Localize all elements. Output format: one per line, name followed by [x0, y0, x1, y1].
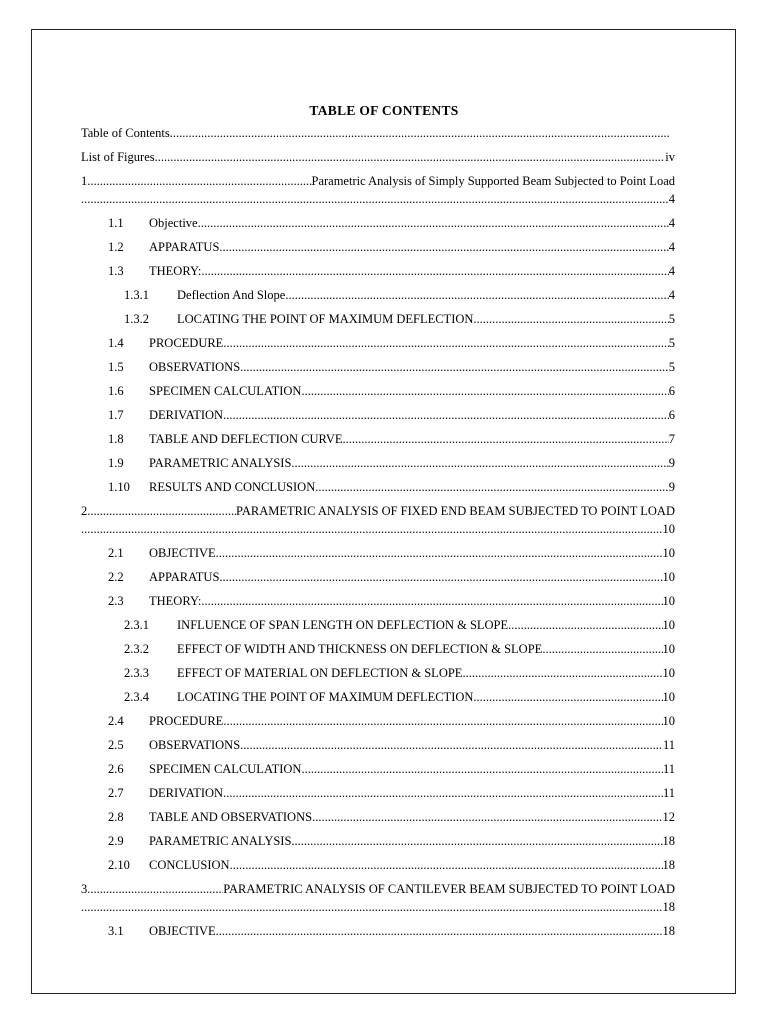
toc-chapter-heading — [81, 174, 675, 189]
toc-subsection-entry — [124, 666, 675, 681]
toc-entry-number: 1.3.1 — [124, 288, 149, 302]
leader-dots — [291, 456, 668, 471]
toc-entry-label: SPECIMEN CALCULATION — [149, 384, 302, 398]
toc-entry-number: 1.7 — [108, 408, 124, 422]
toc-entry-page: 10 — [662, 618, 675, 632]
leader-dots — [219, 570, 662, 585]
toc-entry-page: 7 — [668, 432, 675, 446]
toc-entry-label: OBSERVATIONS — [149, 738, 241, 752]
toc-entry-label: EFFECT OF WIDTH AND THICKNESS ON DEFLECTION & SLOPE — [177, 642, 543, 656]
toc-section-entry — [108, 834, 675, 849]
toc-entry-page: 9 — [668, 480, 675, 494]
toc-entry-number: 1.3 — [108, 264, 124, 278]
toc-entry-label: OBJECTIVE — [149, 924, 216, 938]
toc-section-entry — [108, 432, 675, 447]
toc-entry-page: 4 — [668, 264, 675, 278]
toc-entry-page: 5 — [668, 312, 675, 326]
toc-chapter-number: 2 — [81, 504, 88, 518]
leader-dots — [542, 642, 662, 657]
toc-entry-number: 1.9 — [108, 456, 124, 470]
toc-section-entry — [108, 786, 675, 801]
leader-dots — [473, 312, 668, 327]
toc-section-entry — [108, 858, 675, 873]
toc-entry-number: 2.3.1 — [124, 618, 149, 632]
toc-entry-label: THEORY: — [149, 264, 202, 278]
toc-subsection-entry — [124, 642, 675, 657]
toc-entry-label: TABLE AND DEFLECTION CURVE — [149, 432, 343, 446]
toc-section-entry — [108, 480, 675, 495]
toc-entry-page: 4 — [668, 288, 675, 302]
toc-section-entry — [108, 546, 675, 561]
leader-dots — [87, 174, 311, 189]
leader-dots — [223, 786, 663, 801]
leader-dots — [219, 240, 668, 255]
toc-entry-page: 5 — [668, 360, 675, 374]
toc-entry-page: 12 — [662, 810, 675, 824]
toc-entry-label: TABLE AND OBSERVATIONS — [149, 810, 313, 824]
toc-section-entry — [108, 336, 675, 351]
toc-chapter-page-line — [81, 522, 675, 537]
toc-entry-label: OBSERVATIONS — [149, 360, 241, 374]
toc-entry-label: Table of Contents — [81, 126, 170, 140]
toc-chapter-title: PARAMETRIC ANALYSIS OF FIXED END BEAM SUBJECTED TO POINT LOAD — [236, 504, 675, 518]
toc-chapter-page-line — [81, 900, 675, 915]
toc-chapter-page: 4 — [668, 192, 675, 206]
leader-dots — [315, 480, 669, 495]
toc-entry-number: 2.3.2 — [124, 642, 149, 656]
toc-entry-number: 2.10 — [108, 858, 130, 872]
leader-dots — [81, 192, 669, 207]
toc-entry-label: DERIVATION — [149, 408, 224, 422]
leader-dots — [155, 150, 666, 165]
leader-dots — [81, 900, 663, 915]
toc-chapter-number: 1 — [81, 174, 88, 188]
toc-entry-page: 10 — [662, 546, 675, 560]
leader-dots — [462, 666, 662, 681]
toc-entry-label: LOCATING THE POINT OF MAXIMUM DEFLECTION — [177, 312, 474, 326]
toc-entry-label: Objective — [149, 216, 198, 230]
toc-entry-number: 3.1 — [108, 924, 124, 938]
toc-chapter-heading — [81, 882, 675, 897]
toc-entry-number: 2.3.3 — [124, 666, 149, 680]
toc-section-entry — [108, 738, 675, 753]
toc-entry-page: 18 — [662, 924, 675, 938]
toc-front-entry — [81, 150, 675, 165]
toc-entry-page: 10 — [662, 594, 675, 608]
toc-entry-label: THEORY: — [149, 594, 202, 608]
leader-dots — [87, 882, 223, 897]
toc-section-entry — [108, 456, 675, 471]
toc-section-entry — [108, 810, 675, 825]
toc-entry-number: 2.3.4 — [124, 690, 149, 704]
toc-section-entry — [108, 264, 675, 279]
toc-entry-label: RESULTS AND CONCLUSION — [149, 480, 316, 494]
toc-entry-number: 1.1 — [108, 216, 124, 230]
toc-entry-number: 2.7 — [108, 786, 124, 800]
toc-entry-label: APPARATUS — [149, 570, 220, 584]
toc-entry-label: OBJECTIVE — [149, 546, 216, 560]
leader-dots — [87, 504, 236, 519]
toc-entry-page: 10 — [662, 570, 675, 584]
leader-dots — [301, 762, 663, 777]
toc-entry-label: DERIVATION — [149, 786, 224, 800]
toc-entry-page: 6 — [668, 408, 675, 422]
toc-entry-label: EFFECT OF MATERIAL ON DEFLECTION & SLOPE — [177, 666, 463, 680]
toc-chapter-page: 18 — [662, 900, 675, 914]
toc-section-entry — [108, 384, 675, 399]
toc-chapter-page: 10 — [662, 522, 675, 536]
toc-chapter-number: 3 — [81, 882, 88, 896]
toc-entry-label: LOCATING THE POINT OF MAXIMUM DEFLECTION — [177, 690, 474, 704]
toc-front-entry — [81, 126, 669, 141]
toc-entry-page: 4 — [668, 240, 675, 254]
toc-entry-page: 6 — [668, 384, 675, 398]
toc-entry-page: 5 — [668, 336, 675, 350]
leader-dots — [216, 546, 663, 561]
leader-dots — [342, 432, 668, 447]
toc-entry-label: PARAMETRIC ANALYSIS — [149, 834, 292, 848]
leader-dots — [240, 360, 669, 375]
leader-dots — [473, 690, 662, 705]
toc-entry-number: 1.4 — [108, 336, 124, 350]
toc-entry-page: 11 — [662, 738, 675, 752]
toc-entry-page: 10 — [662, 642, 675, 656]
toc-section-entry — [108, 762, 675, 777]
toc-entry-label: PARAMETRIC ANALYSIS — [149, 456, 292, 470]
leader-dots — [285, 288, 668, 303]
toc-entry-number: 2.3 — [108, 594, 124, 608]
toc-section-entry — [108, 924, 675, 939]
toc-entry-page: iv — [665, 150, 675, 164]
leader-dots — [508, 618, 662, 633]
toc-entry-label: CONCLUSION — [149, 858, 230, 872]
toc-section-entry — [108, 216, 675, 231]
toc-entry-number: 1.2 — [108, 240, 124, 254]
toc-entry-page: 10 — [662, 714, 675, 728]
toc-entry-number: 2.2 — [108, 570, 124, 584]
toc-entry-number: 2.6 — [108, 762, 124, 776]
toc-entry-number: 2.9 — [108, 834, 124, 848]
leader-dots — [312, 810, 662, 825]
toc-chapter-title: PARAMETRIC ANALYSIS OF CANTILEVER BEAM SUBJECTED TO POINT LOAD — [223, 882, 675, 896]
toc-entry-page: 18 — [662, 858, 675, 872]
toc-entry-page: 18 — [662, 834, 675, 848]
toc-entry-number: 2.1 — [108, 546, 124, 560]
toc-entry-label: INFLUENCE OF SPAN LENGTH ON DEFLECTION & SLOPE — [177, 618, 509, 632]
toc-entry-page: 9 — [668, 456, 675, 470]
toc-entry-page: 10 — [662, 690, 675, 704]
leader-dots — [201, 264, 668, 279]
leader-dots — [291, 834, 662, 849]
toc-section-entry — [108, 360, 675, 375]
toc-entry-number: 1.3.2 — [124, 312, 149, 326]
leader-dots — [223, 336, 668, 351]
toc-chapter-page-line — [81, 192, 675, 207]
toc-subsection-entry — [124, 618, 675, 633]
toc-entry-page: 10 — [662, 666, 675, 680]
toc-chapter-heading — [81, 504, 675, 519]
toc-chapter-title: Parametric Analysis of Simply Supported Beam Subjected to Point Load — [311, 174, 675, 188]
leader-dots — [240, 738, 663, 753]
toc-entry-number: 1.6 — [108, 384, 124, 398]
leader-dots — [223, 408, 669, 423]
toc-subsection-entry — [124, 312, 675, 327]
leader-dots — [230, 858, 663, 873]
toc-section-entry — [108, 408, 675, 423]
toc-entry-number: 2.4 — [108, 714, 124, 728]
toc-section-entry — [108, 594, 675, 609]
leader-dots — [81, 522, 663, 537]
leader-dots — [201, 594, 662, 609]
toc-section-entry — [108, 714, 675, 729]
toc-entry-label: PROCEDURE — [149, 714, 224, 728]
toc-entry-page: 4 — [668, 216, 675, 230]
leader-dots — [301, 384, 668, 399]
toc-entry-label: Deflection And Slope — [177, 288, 286, 302]
toc-entry-number: 1.5 — [108, 360, 124, 374]
leader-dots — [170, 126, 669, 141]
toc-entry-label: List of Figures — [81, 150, 155, 164]
toc-entry-number: 1.8 — [108, 432, 124, 446]
toc-section-entry — [108, 570, 675, 585]
toc-entry-number: 1.10 — [108, 480, 130, 494]
toc-entry-number: 2.8 — [108, 810, 124, 824]
leader-dots — [198, 216, 669, 231]
toc-section-entry — [108, 240, 675, 255]
toc-title: TABLE OF CONTENTS — [309, 103, 459, 118]
toc-entry-page: 11 — [662, 762, 675, 776]
toc-entry-page: 11 — [662, 786, 675, 800]
toc-entry-number: 2.5 — [108, 738, 124, 752]
leader-dots — [216, 924, 663, 939]
toc-entry-label: SPECIMEN CALCULATION — [149, 762, 302, 776]
toc-subsection-entry — [124, 288, 675, 303]
leader-dots — [223, 714, 662, 729]
toc-entry-label: APPARATUS — [149, 240, 220, 254]
toc-entry-label: PROCEDURE — [149, 336, 224, 350]
toc-subsection-entry — [124, 690, 675, 705]
